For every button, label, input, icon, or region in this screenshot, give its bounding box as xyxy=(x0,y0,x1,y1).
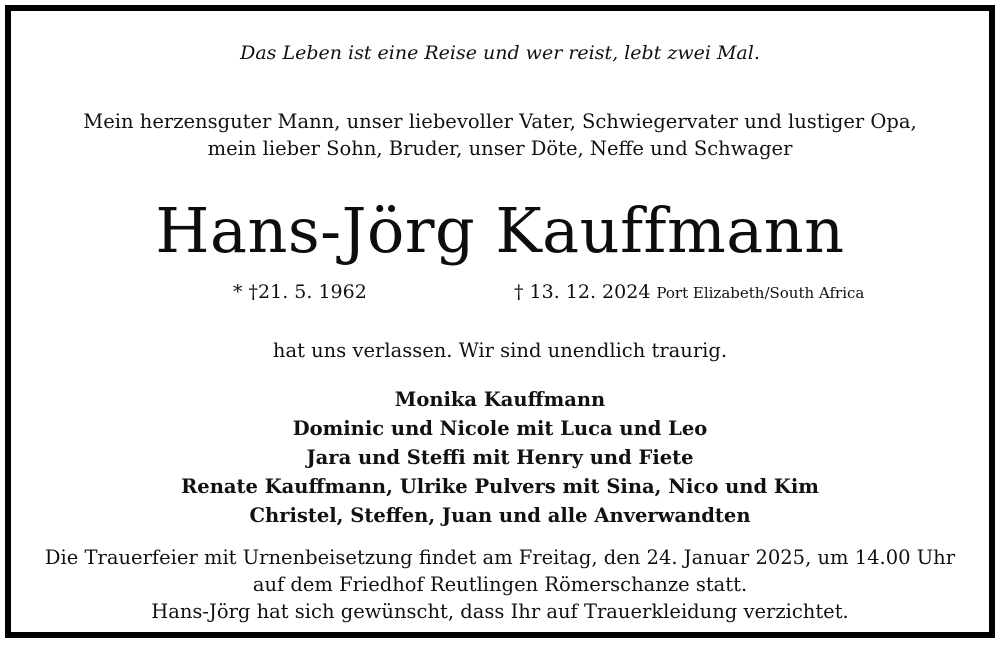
mourners-list xyxy=(11,385,989,530)
deceased-name: Hans-Jörg Kauffmann xyxy=(155,194,845,267)
motto-quote: Das Leben ist eine Reise und wer reist, lebt zwei Mal. xyxy=(240,42,760,64)
intro-text xyxy=(11,108,989,162)
mourner-line: Monika Kauffmann xyxy=(394,388,606,411)
mourner-line: Christel, Steffen, Juan und alle Anverwandten xyxy=(249,504,751,527)
service-info xyxy=(11,544,989,625)
birth-date: * †21. 5. 1962 xyxy=(233,281,367,303)
death-date: † 13. 12. 2024 xyxy=(514,281,651,303)
farewell-text: hat uns verlassen. Wir sind unendlich traurig. xyxy=(272,339,728,362)
service-line: auf dem Friedhof Reutlingen Römerschanze statt. xyxy=(252,573,748,596)
service-line: Hans-Jörg hat sich gewünscht, dass Ihr auf Trauerkleidung verzichtet. xyxy=(151,600,849,623)
intro-line: mein lieber Sohn, Bruder, unser Döte, Neffe und Schwager xyxy=(207,137,793,160)
obituary-notice xyxy=(5,5,995,638)
mourner-line: Dominic und Nicole mit Luca und Leo xyxy=(292,417,708,440)
mourner-line: Jara und Steffi mit Henry und Fiete xyxy=(306,446,694,469)
mourner-line: Renate Kauffmann, Ulrike Pulvers mit Sina, Nico und Kim xyxy=(181,475,819,498)
death-info xyxy=(514,281,864,303)
intro-line: Mein herzensguter Mann, unser liebevoller Vater, Schwiegervater und lustiger Opa, xyxy=(83,110,917,133)
death-place: Port Elizabeth/South Africa xyxy=(656,284,865,302)
service-line: Die Trauerfeier mit Urnenbeisetzung findet am Freitag, den 24. Januar 2025, um 14.00 Uhr xyxy=(44,546,956,569)
life-dates xyxy=(11,281,989,309)
